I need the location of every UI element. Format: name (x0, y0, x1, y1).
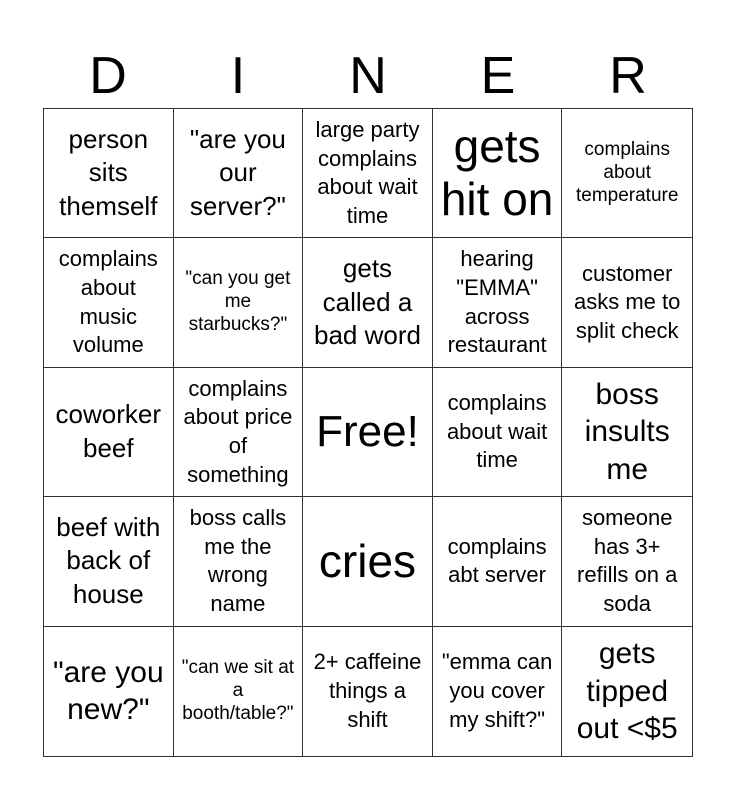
bingo-cell[interactable] (303, 627, 433, 756)
cell-text: complains about temperature (575, 139, 679, 206)
bingo-cell[interactable] (44, 627, 174, 756)
cell-text: gets hit on (440, 120, 554, 226)
bingo-cell[interactable] (44, 238, 174, 367)
cell-text: someone has 3+ refills on a soda (577, 505, 678, 616)
cell-text: cries (318, 534, 417, 587)
cell-text: complains about music volume (58, 246, 158, 358)
bingo-cell[interactable] (562, 368, 692, 497)
bingo-cell[interactable] (44, 109, 174, 238)
cell-text: "can we sit at a booth/table?" (181, 657, 295, 724)
bingo-cell[interactable] (433, 368, 563, 497)
free-space[interactable] (303, 368, 433, 497)
bingo-cell[interactable] (174, 627, 304, 756)
bingo-cell[interactable] (562, 627, 692, 756)
cell-text: 2+ caffeine things a shift (313, 649, 422, 732)
cell-text: "emma can you cover my shift?" (441, 649, 553, 732)
cell-text: boss insults me (584, 377, 670, 486)
bingo-cell[interactable] (433, 627, 563, 756)
bingo-cell[interactable] (433, 497, 563, 626)
cell-text: "are you new?" (52, 655, 164, 727)
bingo-cell[interactable] (303, 497, 433, 626)
cell-text: boss calls me the wrong name (189, 505, 287, 616)
bingo-cell[interactable] (303, 109, 433, 238)
header-letter-e: E (480, 47, 516, 105)
cell-text: gets tipped out <$5 (576, 637, 678, 746)
cell-text: beef with back of house (56, 511, 161, 610)
bingo-cell[interactable] (562, 109, 692, 238)
bingo-cell[interactable] (433, 238, 563, 367)
cell-text: complains abt server (447, 533, 547, 588)
cell-text: gets called a bad word (314, 252, 421, 351)
bingo-cell[interactable] (303, 238, 433, 367)
cell-text: hearing "EMMA" across restaurant (447, 246, 547, 358)
bingo-cell[interactable] (174, 109, 304, 238)
bingo-cell[interactable] (174, 497, 304, 626)
bingo-cell[interactable] (44, 368, 174, 497)
header-letter-r: R (609, 47, 647, 105)
bingo-cell[interactable] (174, 238, 304, 367)
bingo-cell[interactable] (562, 238, 692, 367)
cell-text: large party complains about wait time (315, 117, 420, 228)
cell-text: complains about price of something (183, 375, 293, 487)
cell-text: customer asks me to split check (574, 260, 681, 343)
cell-text: complains about wait time (446, 390, 548, 473)
header-letter-d: D (89, 47, 127, 105)
bingo-board (43, 108, 693, 757)
header-letter-n: N (349, 47, 387, 105)
bingo-cell[interactable] (433, 109, 563, 238)
cell-text: person sits themself (59, 123, 158, 222)
free-space-text: Free! (316, 406, 419, 456)
bingo-cell[interactable] (174, 368, 304, 497)
bingo-cell[interactable] (44, 497, 174, 626)
cell-text: "are you our server?" (189, 123, 286, 222)
cell-text: coworker beef (55, 399, 162, 463)
cell-text: "can you get me starbucks?" (185, 268, 291, 335)
bingo-header (43, 44, 693, 108)
header-letter-i: I (230, 47, 246, 105)
bingo-cell[interactable] (562, 497, 692, 626)
